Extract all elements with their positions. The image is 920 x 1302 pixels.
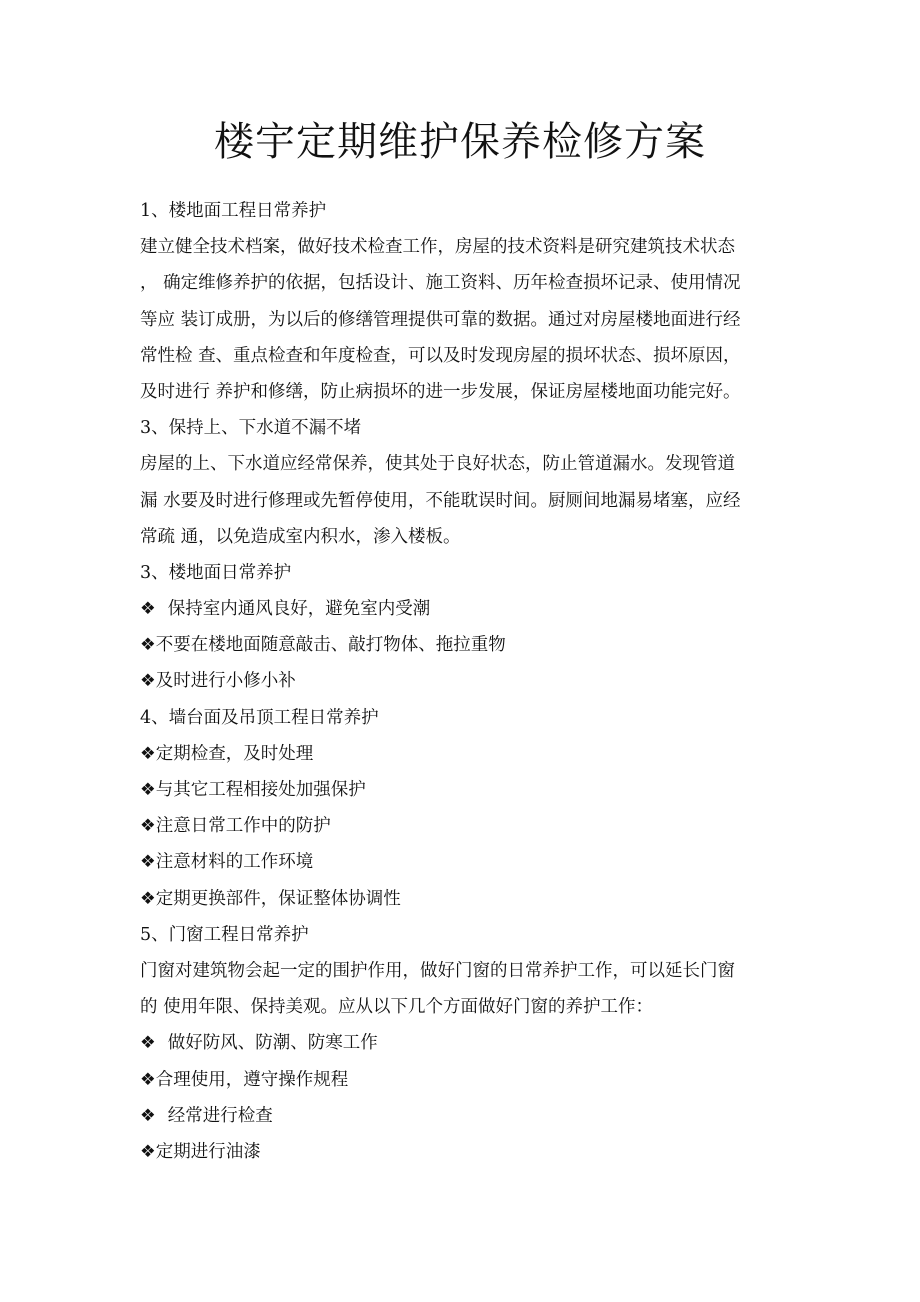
bullet-text: 与其它工程相接处加强保护 (155, 780, 366, 800)
diamond-bullet-icon: ❖ (140, 780, 156, 800)
bullet-item (140, 881, 800, 917)
bullet-list-3 (140, 1025, 800, 1170)
document-body (140, 193, 800, 1170)
paragraph-line: ， 确定维修养护的依据，包括设计、施工资料、历年检查损坏记录、使用情况 (140, 273, 741, 294)
paragraph-line: 等应 装订成册，为以后的修缮管理提供可靠的数据。通过对房屋楼地面进行经 (140, 309, 741, 330)
section-heading-1: 1、楼地面工程日常养护 (140, 201, 327, 221)
bullet-list-2 (140, 736, 800, 917)
diamond-bullet-icon: ❖ (140, 743, 156, 764)
bullet-text: 定期进行油漆 (155, 1141, 261, 1162)
diamond-bullet-icon: ❖ (140, 1033, 156, 1054)
bullet-item (140, 808, 800, 844)
bullet-item (140, 1025, 800, 1061)
diamond-bullet-icon: ❖ (140, 1069, 156, 1090)
paragraph-line: 房屋的上、下水道应经常保养，使其处于良好状态，防止管道漏水。发现管道 (140, 454, 735, 475)
document-title: 楼宇定期维护保养检修方案 (214, 119, 706, 165)
bullet-item (140, 736, 800, 772)
bullet-text: 合理使用，遵守操作规程 (155, 1069, 349, 1090)
paragraph-line: 的 使用年限、保持美观。应从以下几个方面做好门窗的养护工作： (140, 997, 654, 1018)
diamond-bullet-icon: ❖ (140, 852, 156, 873)
bullet-text: 定期更换部件，保证整体协调性 (155, 888, 401, 909)
bullet-text: 注意材料的工作环境 (155, 852, 314, 873)
diamond-bullet-icon: ❖ (140, 599, 156, 620)
diamond-bullet-icon: ❖ (140, 816, 156, 837)
section-heading-4: 4、墙台面及吊顶工程日常养护 (140, 707, 379, 728)
section-heading-3a: 3、保持上、下水道不漏不堵 (140, 418, 362, 439)
bullet-item (140, 627, 800, 663)
bullet-text: 定期检查，及时处理 (155, 743, 314, 764)
bullet-item (140, 1098, 800, 1134)
bullet-text: 不要在楼地面随意敲击、敲打物体、拖拉重物 (155, 635, 506, 656)
bullet-item (140, 1134, 800, 1170)
bullet-text: 及时进行小修小补 (155, 671, 296, 692)
diamond-bullet-icon: ❖ (140, 888, 156, 909)
paragraph-line: 门窗对建筑物会起一定的围护作用，做好门窗的日常养护工作，可以延长门窗 (140, 960, 735, 981)
diamond-bullet-icon: ❖ (140, 1141, 156, 1162)
bullet-item (140, 1062, 800, 1098)
bullet-text: 做好防风、防潮、防寒工作 (167, 1033, 378, 1054)
bullet-list-1 (140, 591, 800, 700)
diamond-bullet-icon: ❖ (140, 1105, 156, 1126)
paragraph-line: 及时进行 养护和修缮，防止病损坏的进一步发展，保证房屋楼地面功能完好。 (140, 381, 741, 402)
bullet-item (140, 591, 800, 627)
bullet-item (140, 844, 800, 880)
paragraph-line: 漏 水要及时进行修理或先暂停使用，不能耽误时间。厨厕间地漏易堵塞，应经 (140, 490, 741, 511)
bullet-item (140, 663, 800, 699)
paragraph-line: 建立健全技术档案，做好技术检查工作，房屋的技术资料是研究建筑技术状态 (140, 237, 735, 258)
diamond-bullet-icon: ❖ (140, 671, 156, 692)
paragraph-line: 常疏 通，以免造成室内积水，渗入楼板。 (140, 526, 461, 547)
bullet-text: 注意日常工作中的防护 (155, 816, 331, 837)
section-heading-5: 5、门窗工程日常养护 (140, 924, 309, 945)
bullet-text: 保持室内通风良好，避免室内受潮 (167, 599, 431, 620)
bullet-item (140, 772, 800, 808)
diamond-bullet-icon: ❖ (140, 635, 156, 656)
section-heading-3b: 3、楼地面日常养护 (140, 562, 292, 583)
paragraph-line: 常性检 查、重点检查和年度检查，可以及时发现房屋的损坏状态、损坏原因， (140, 345, 741, 366)
bullet-text: 经常进行检查 (167, 1105, 273, 1126)
